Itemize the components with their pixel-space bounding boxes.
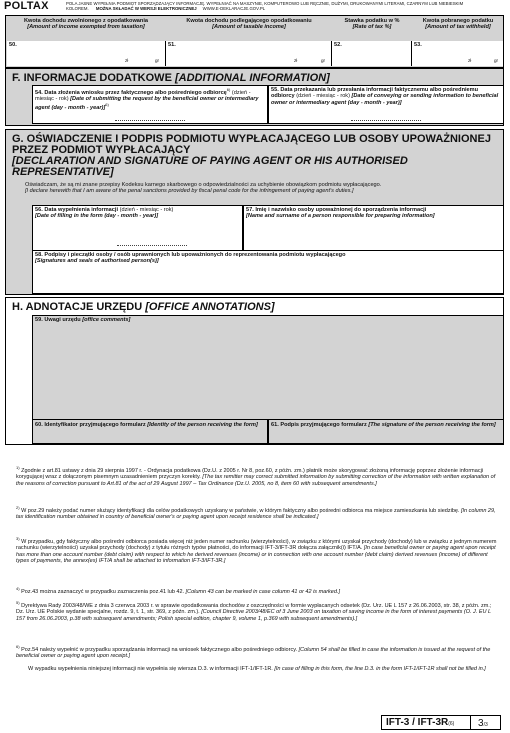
field-55[interactable]: 55. Data przekazania lub przesłania informacji faktycznemu albo pośredniemu odbiorcy (dzień - miesiąc - rok) [Date of conveying or sending information to beneficial owner or intermediary agent (day - month - year)]	[268, 85, 504, 124]
col-exempt-header: Kwota dochodu zwolnionego z opodatkowania [Amount of income exempted from taxation]	[24, 18, 148, 31]
field-53[interactable]: 53. zł gr	[412, 41, 503, 66]
section-f	[5, 68, 504, 126]
income-table	[5, 15, 504, 68]
field-50[interactable]: 50. zł gr	[7, 41, 166, 66]
page-number: 3/3	[478, 718, 488, 729]
field-58[interactable]: 58. Podpisy i pieczątki osoby / osób uprawnionych lub upoważnionych do reprezentowania podmiotu wypłacającego [Signatures and seals of authorised person(s)]	[32, 250, 504, 294]
section-g-title: G. OŚWIADCZENIE I PODPIS PODMIOTU WYPŁACAJĄCEGO LUB OSOBY UPOWAŻNIONEJ PRZEZ PODMIOT WYPŁACAJĄCY [DECLARATION AND SIGNATURE OF PAYING AGENT OR HIS AUTHORISED REPRESENTATIVE]	[12, 133, 491, 178]
footnote-6: $^{6)}$ Poz.54 należy wypełnić w przypadku sporządzania informacji na wniosek faktycznego albo pośredniego odbiorcy. [Column 54 shall be filled in case the information is issued at the request of the beneficial owner or paying agent upon receipt.]	[16, 644, 491, 660]
col-taxable-header: Kwota dochodu podlegającego opodatkowaniu [Amount of taxable income]	[186, 18, 312, 31]
footnote-3: $^{3)}$ W przypadku, gdy faktyczny albo pośredni odbiorca posiada więcej niż jeden numer rachunku (wierzytelności), w związku z którymi uzyskał przychody (dochody) lub w związku z jednym numerem rachunku (wierzytelności) uzyskał przychody (dochody) z tytułu różnych typów płatności, do informacji IFT-3/IFT-3R dołącza załącznik(i) IFT/A. [In case beneficial owner or paying agent upon receipt has more than one account number (debt claim) with respect to which he derived revenues (income) or in connection with one account number (debt claim) derived revenues (income) of different types of payments, the annex(es) IFT/A shall be attached to information IFT-3/IFT-3R.]	[16, 536, 497, 565]
section-g	[5, 129, 504, 295]
declaration-text: Oświadczam, że są mi znane przepisy Kodeksu karnego skarbowego o odpowiedzialności za uchybienie obowiązkom podmiotu wypłacającego. [I declare herewith that I am aware of the penal sanctions provided by fiscal penal code for the infringement of paying agent's duties.]	[25, 182, 382, 195]
field-51[interactable]: 51. zł gr	[166, 41, 332, 66]
field-57[interactable]: 57. Imię i nazwisko osoby upoważnionej do sporządzenia informacji [Name and surname of a person responsible for preparing information]	[243, 205, 504, 251]
footnote-2: $^{2)}$ W poz.29 należy podać numer służący identyfikacji dla celów podatkowych uzyskany w państwie, w którym faktyczny albo pośredni odbiorca ma miejsce zamieszkania lub siedzibę. [In column 29, tax identification number obtained in country of beneficial owner's or paying agent upon receipt residence shall be indicated.]	[16, 505, 496, 521]
instructions-line-2: KOLOREM. MOŻNA SKŁADAĆ W WERSJI ELEKTRONICZNEJ WWW.E-DEKLARACJE.GOV.PL	[66, 6, 266, 12]
date-line-56	[117, 244, 187, 246]
form-footer	[381, 715, 501, 730]
field-54[interactable]: 54. Data złożenia wniosku przez faktycznego albo pośredniego odbiorcę$^{6)}$ (dzień - miesiąc - rok) [Date of submitting the request by the beneficial owner or intermediary agent (day - month - year)]$^{6)}$	[32, 85, 268, 124]
field-52[interactable]: 52.	[332, 41, 412, 66]
section-h-title: H. ADNOTACJE URZĘDU [OFFICE ANNOTATIONS]	[12, 301, 275, 313]
date-line-54	[115, 119, 185, 121]
footnote-4: $^{4)}$ Poz.43 można zaznaczyć w przypadku zaznaczenia poz.41 lub 42. [Column 43 can be marked in case column 41 or 42 is marked.]	[16, 586, 340, 595]
footnote-6-extra: W wypadku wypełnienia niniejszej informacji nie wypełnia się wiersza D.3. w informacji IFT-1/IFT-1R. [In case of filling in this form, the line D.3. in the form IFT-1/IFT-1R shall not be filled in.]	[28, 666, 486, 672]
form-id: IFT-3 / IFT-3R(6)	[386, 717, 455, 728]
field-61[interactable]: 61. Podpis przyjmującego formularz [The signature of the person receiving the form]	[268, 419, 504, 444]
col-rate-header: Stawka podatku w % [Rate of tax %]	[344, 18, 400, 31]
date-line-55	[351, 119, 421, 121]
brand-logo: POLTAX	[4, 0, 49, 12]
col-withheld-header: Kwota pobranego podatku [Amount of tax withheld]	[422, 18, 494, 31]
instructions-line-1: POLA JASNE WYPEŁNIA PODMIOT SPORZĄDZAJĄCY INFORMACJĘ. WYPEŁNIAĆ NA MASZYNIE, KOMPUTEROWO LUB RĘCZNIE, DUŻYMI, DRUKOWANYMI LITERAMI, CZARNYM LUB NIEBIESKIM	[66, 1, 464, 6]
section-f-title: F. INFORMACJE DODATKOWE [ADDITIONAL INFORMATION]	[12, 72, 330, 84]
footer-divider	[470, 716, 471, 729]
field-60[interactable]: 60. Identyfikator przyjmującego formularz [Identity of the person receiving the form]	[32, 419, 268, 444]
footnote-1: $^{1)}$ Zgodnie z art.81 ustawy z dnia 29 sierpnia 1997 r. - Ordynacja podatkowa (Dz.U. z 2005 r. Nr 8, poz.60, z późn. zm.) płatnik może skorygować złożoną informację poprzez złożenie informacji korygującej wraz z dołączonym pisemnym uzasadnieniem przyczyn korekty. [The tax remitter may correct submitted information by submitting correction of the information with written explanation of the reasons of correction pursuant to Art.81 of the act of 29 August 1997 – Tax Ordinance (Dz.U. 2005, no 8, item 60 with subsequent amendments.]	[16, 465, 496, 487]
field-59[interactable]: 59. Uwagi urzędu [office comments]	[32, 315, 504, 420]
field-56[interactable]: 56. Data wypełnienia informacji (dzień - miesiąc - rok) [Date of filling in the form (day - month - year)]	[32, 205, 243, 251]
footnote-5: $^{5)}$ Dyrektywa Rady 2003/48/WE z dnia 3 czerwca 2003 r. w sprawie opodatkowania dochodów z oszczędności w formie wypłacanych odsetek (Dz. Urz. UE L 157 z 26.06.2003, str. 38, z późn. zm.; Dz. Urz. UE Polskie wydanie specjalne, rozdz. 9, t. 1, str. 369, z późn. zm.). [Council Directive 2003/48/EC of 3 June 2003 on taxation of saving income in the form of interest payments (O. J. EU L 157 from 26.06.2003, p.38 with subsequent amendments; Polish special edition, chapter 9, volume 1, p.369 with subsequent amendments).]	[16, 600, 492, 622]
instructions-note	[66, 1, 506, 11]
section-h	[5, 297, 504, 445]
